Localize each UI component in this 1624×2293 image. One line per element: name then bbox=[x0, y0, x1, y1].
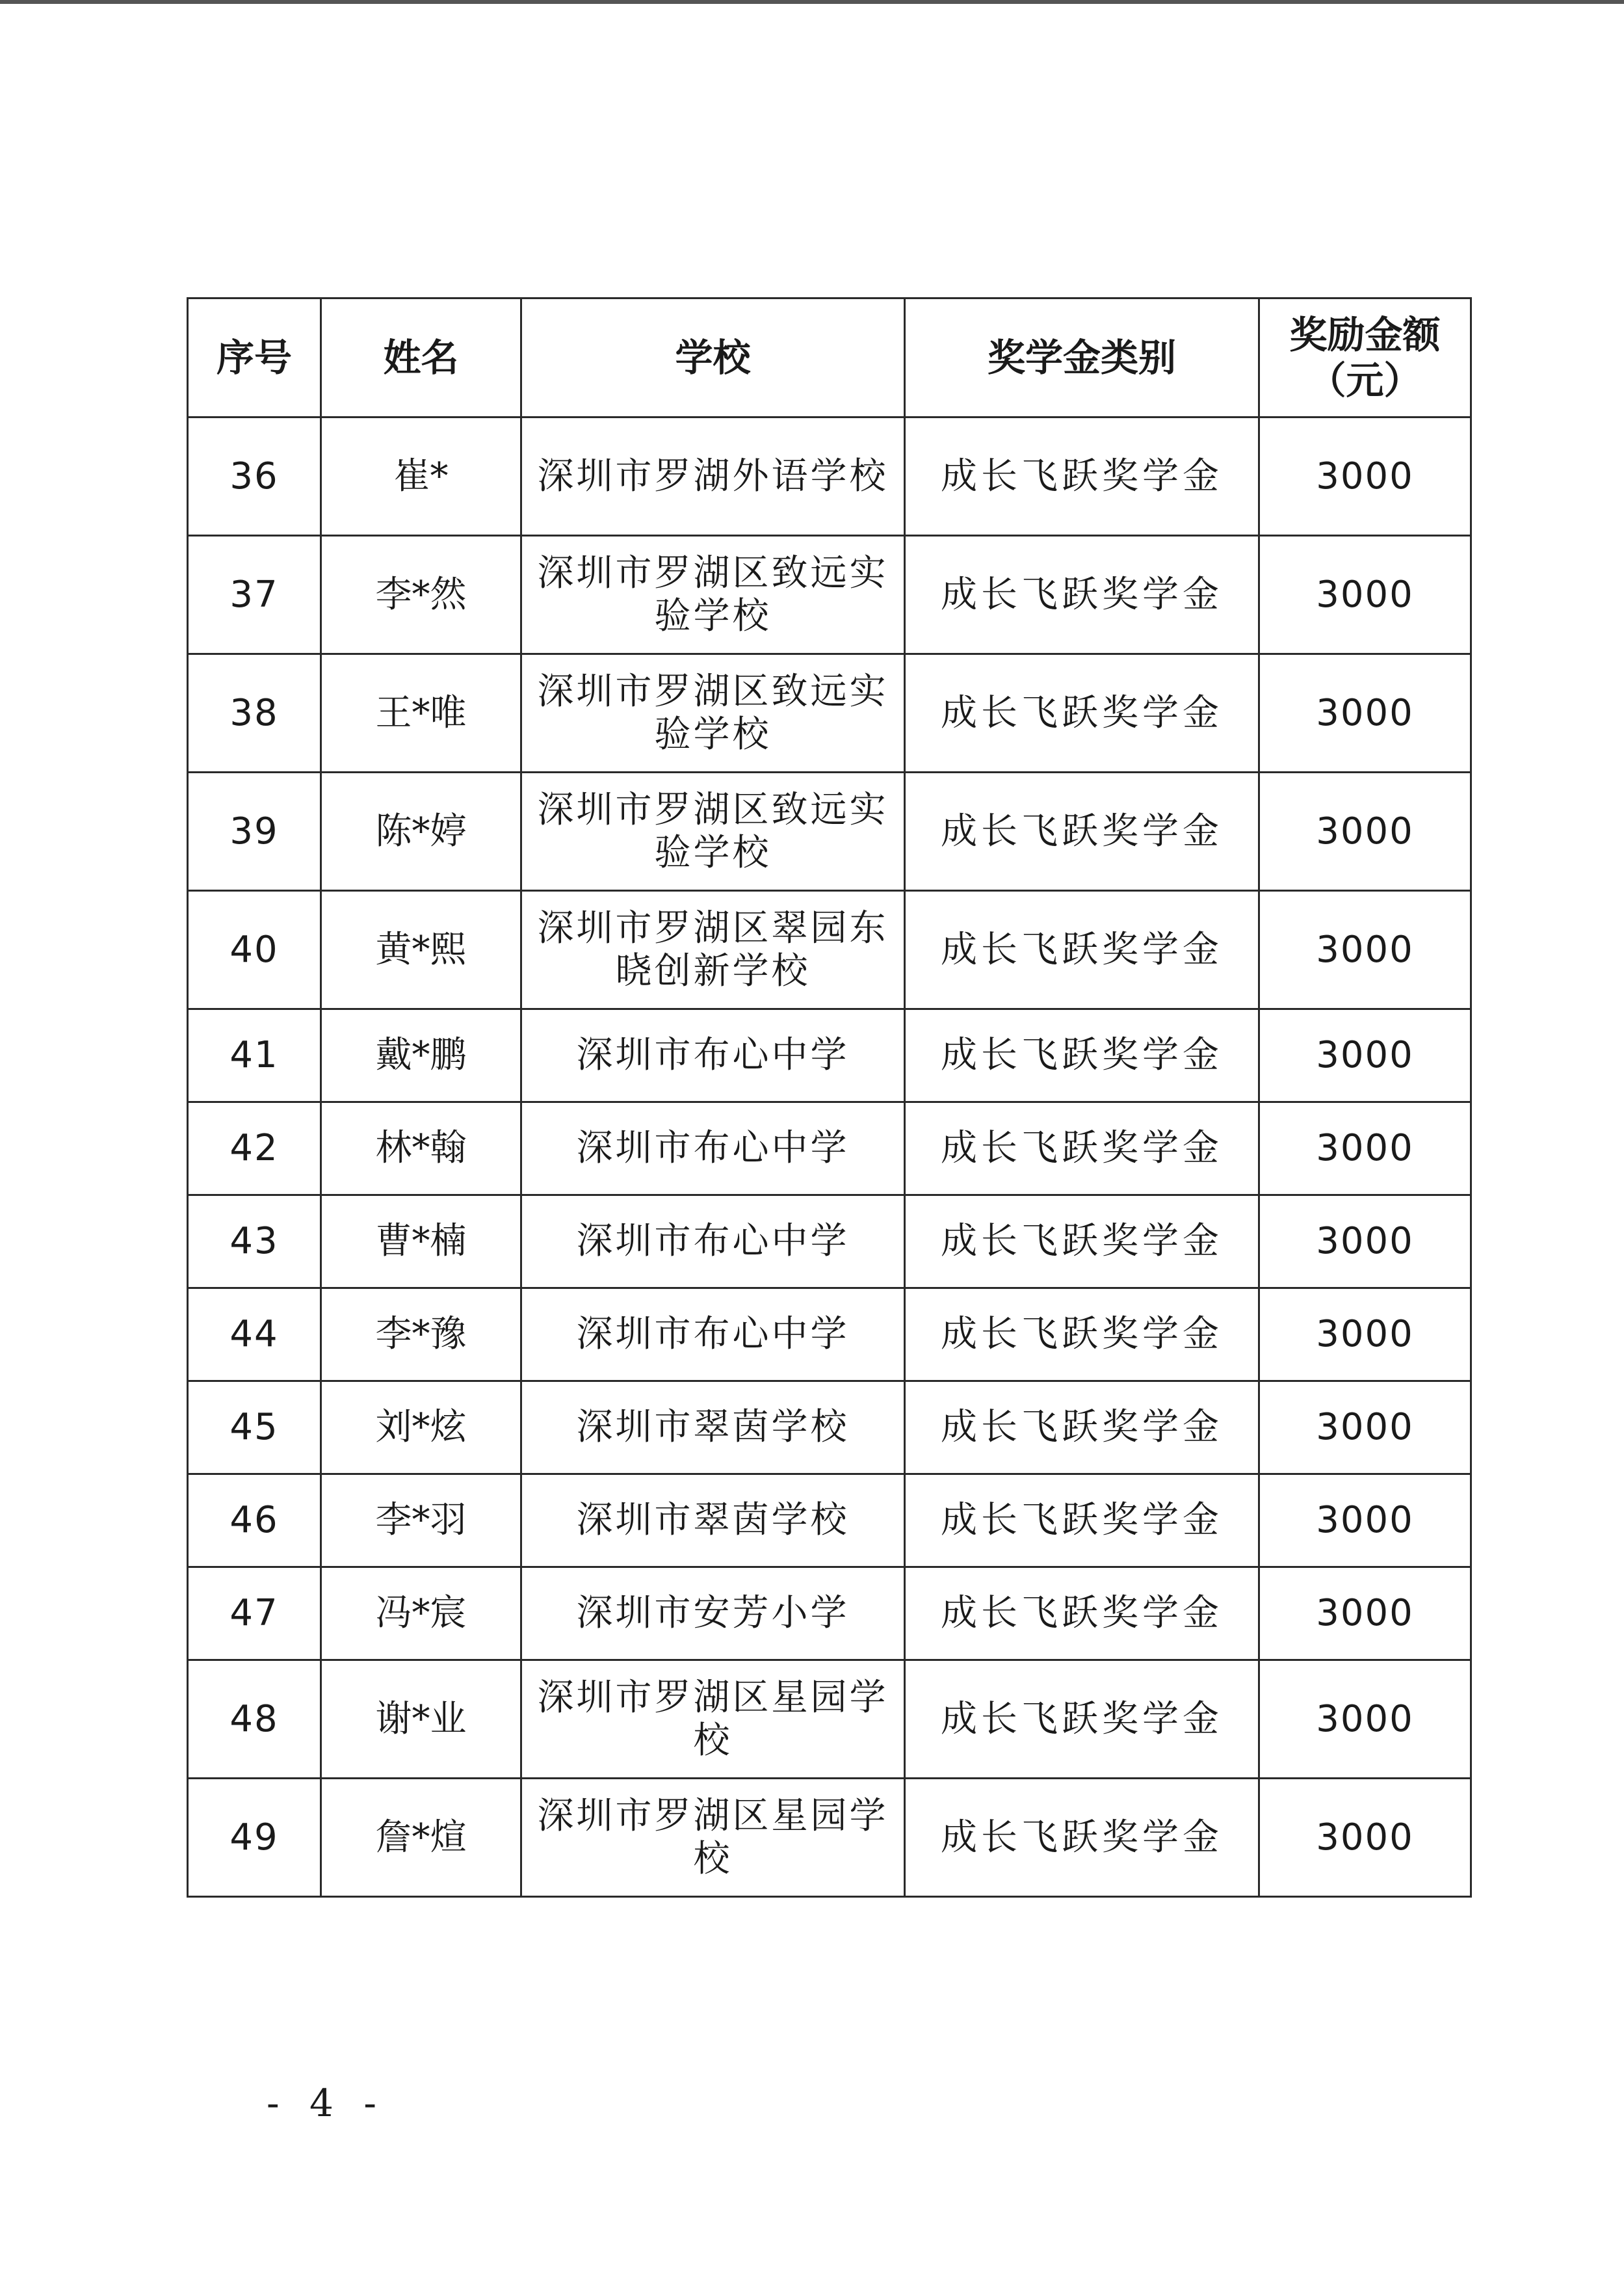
cell-type: 成长飞跃奖学金 bbox=[905, 1381, 1259, 1474]
cell-school: 深圳市罗湖区星园学校 bbox=[521, 1779, 905, 1897]
cell-name: 李*豫 bbox=[321, 1288, 521, 1381]
table-row bbox=[188, 1567, 1471, 1660]
cell-school: 深圳市罗湖区翠园东晓创新学校 bbox=[521, 891, 905, 1009]
cell-school: 深圳市罗湖区星园学校 bbox=[521, 1660, 905, 1779]
table-row bbox=[188, 1288, 1471, 1381]
cell-type: 成长飞跃奖学金 bbox=[905, 654, 1259, 773]
cell-index: 39 bbox=[188, 773, 321, 891]
cell-name: 陈*婷 bbox=[321, 773, 521, 891]
table-row bbox=[188, 536, 1471, 654]
cell-name: 林*翰 bbox=[321, 1102, 521, 1195]
cell-name: 刘*炫 bbox=[321, 1381, 521, 1474]
cell-index: 36 bbox=[188, 418, 321, 536]
cell-type: 成长飞跃奖学金 bbox=[905, 1009, 1259, 1102]
cell-amount: 3000 bbox=[1259, 1195, 1471, 1288]
cell-type: 成长飞跃奖学金 bbox=[905, 1102, 1259, 1195]
cell-school: 深圳市布心中学 bbox=[521, 1288, 905, 1381]
cell-amount: 3000 bbox=[1259, 1660, 1471, 1779]
table-row bbox=[188, 1779, 1471, 1897]
cell-index: 37 bbox=[188, 536, 321, 654]
table-row bbox=[188, 891, 1471, 1009]
cell-name: 冯*宸 bbox=[321, 1567, 521, 1660]
cell-index: 44 bbox=[188, 1288, 321, 1381]
cell-school: 深圳市罗湖区致远实验学校 bbox=[521, 773, 905, 891]
header-school: 学校 bbox=[521, 298, 905, 418]
cell-index: 45 bbox=[188, 1381, 321, 1474]
cell-school: 深圳市罗湖区致远实验学校 bbox=[521, 654, 905, 773]
cell-type: 成长飞跃奖学金 bbox=[905, 773, 1259, 891]
table-row bbox=[188, 418, 1471, 536]
cell-type: 成长飞跃奖学金 bbox=[905, 1288, 1259, 1381]
cell-school: 深圳市翠茵学校 bbox=[521, 1474, 905, 1567]
cell-index: 41 bbox=[188, 1009, 321, 1102]
cell-amount: 3000 bbox=[1259, 1102, 1471, 1195]
page-number: - 4 - bbox=[267, 2081, 386, 2125]
cell-name: 詹*煊 bbox=[321, 1779, 521, 1897]
cell-amount: 3000 bbox=[1259, 536, 1471, 654]
cell-school: 深圳市布心中学 bbox=[521, 1102, 905, 1195]
table-row bbox=[188, 773, 1471, 891]
cell-amount: 3000 bbox=[1259, 773, 1471, 891]
cell-amount: 3000 bbox=[1259, 1779, 1471, 1897]
cell-type: 成长飞跃奖学金 bbox=[905, 536, 1259, 654]
cell-type: 成长飞跃奖学金 bbox=[905, 1474, 1259, 1567]
cell-type: 成长飞跃奖学金 bbox=[905, 1779, 1259, 1897]
cell-name: 曹*楠 bbox=[321, 1195, 521, 1288]
cell-school: 深圳市罗湖外语学校 bbox=[521, 418, 905, 536]
cell-index: 46 bbox=[188, 1474, 321, 1567]
cell-amount: 3000 bbox=[1259, 1474, 1471, 1567]
table-row bbox=[188, 654, 1471, 773]
header-name: 姓名 bbox=[321, 298, 521, 418]
cell-name: 戴*鹏 bbox=[321, 1009, 521, 1102]
cell-school: 深圳市安芳小学 bbox=[521, 1567, 905, 1660]
cell-index: 48 bbox=[188, 1660, 321, 1779]
cell-type: 成长飞跃奖学金 bbox=[905, 1660, 1259, 1779]
cell-school: 深圳市罗湖区致远实验学校 bbox=[521, 536, 905, 654]
cell-school: 深圳市翠茵学校 bbox=[521, 1381, 905, 1474]
table-row bbox=[188, 1660, 1471, 1779]
cell-name: 崔* bbox=[321, 418, 521, 536]
table-row bbox=[188, 1195, 1471, 1288]
cell-index: 43 bbox=[188, 1195, 321, 1288]
cell-amount: 3000 bbox=[1259, 1288, 1471, 1381]
cell-amount: 3000 bbox=[1259, 1381, 1471, 1474]
cell-amount: 3000 bbox=[1259, 418, 1471, 536]
cell-school: 深圳市布心中学 bbox=[521, 1009, 905, 1102]
cell-index: 42 bbox=[188, 1102, 321, 1195]
cell-type: 成长飞跃奖学金 bbox=[905, 1567, 1259, 1660]
cell-name: 李*然 bbox=[321, 536, 521, 654]
table-row bbox=[188, 1102, 1471, 1195]
cell-name: 黄*熙 bbox=[321, 891, 521, 1009]
cell-type: 成长飞跃奖学金 bbox=[905, 891, 1259, 1009]
table-row bbox=[188, 1474, 1471, 1567]
cell-amount: 3000 bbox=[1259, 1009, 1471, 1102]
table-row bbox=[188, 1381, 1471, 1474]
scan-top-edge bbox=[0, 0, 1624, 4]
cell-school: 深圳市布心中学 bbox=[521, 1195, 905, 1288]
cell-type: 成长飞跃奖学金 bbox=[905, 418, 1259, 536]
cell-index: 40 bbox=[188, 891, 321, 1009]
cell-amount: 3000 bbox=[1259, 654, 1471, 773]
table-header-row bbox=[188, 298, 1471, 418]
cell-index: 38 bbox=[188, 654, 321, 773]
cell-name: 谢*业 bbox=[321, 1660, 521, 1779]
header-amount: 奖励金额（元） bbox=[1259, 298, 1471, 418]
cell-index: 47 bbox=[188, 1567, 321, 1660]
cell-name: 王*唯 bbox=[321, 654, 521, 773]
scholarship-table bbox=[187, 297, 1472, 1898]
header-index: 序号 bbox=[188, 298, 321, 418]
cell-amount: 3000 bbox=[1259, 891, 1471, 1009]
cell-type: 成长飞跃奖学金 bbox=[905, 1195, 1259, 1288]
header-type: 奖学金类别 bbox=[905, 298, 1259, 418]
cell-index: 49 bbox=[188, 1779, 321, 1897]
cell-amount: 3000 bbox=[1259, 1567, 1471, 1660]
cell-name: 李*羽 bbox=[321, 1474, 521, 1567]
table-row bbox=[188, 1009, 1471, 1102]
